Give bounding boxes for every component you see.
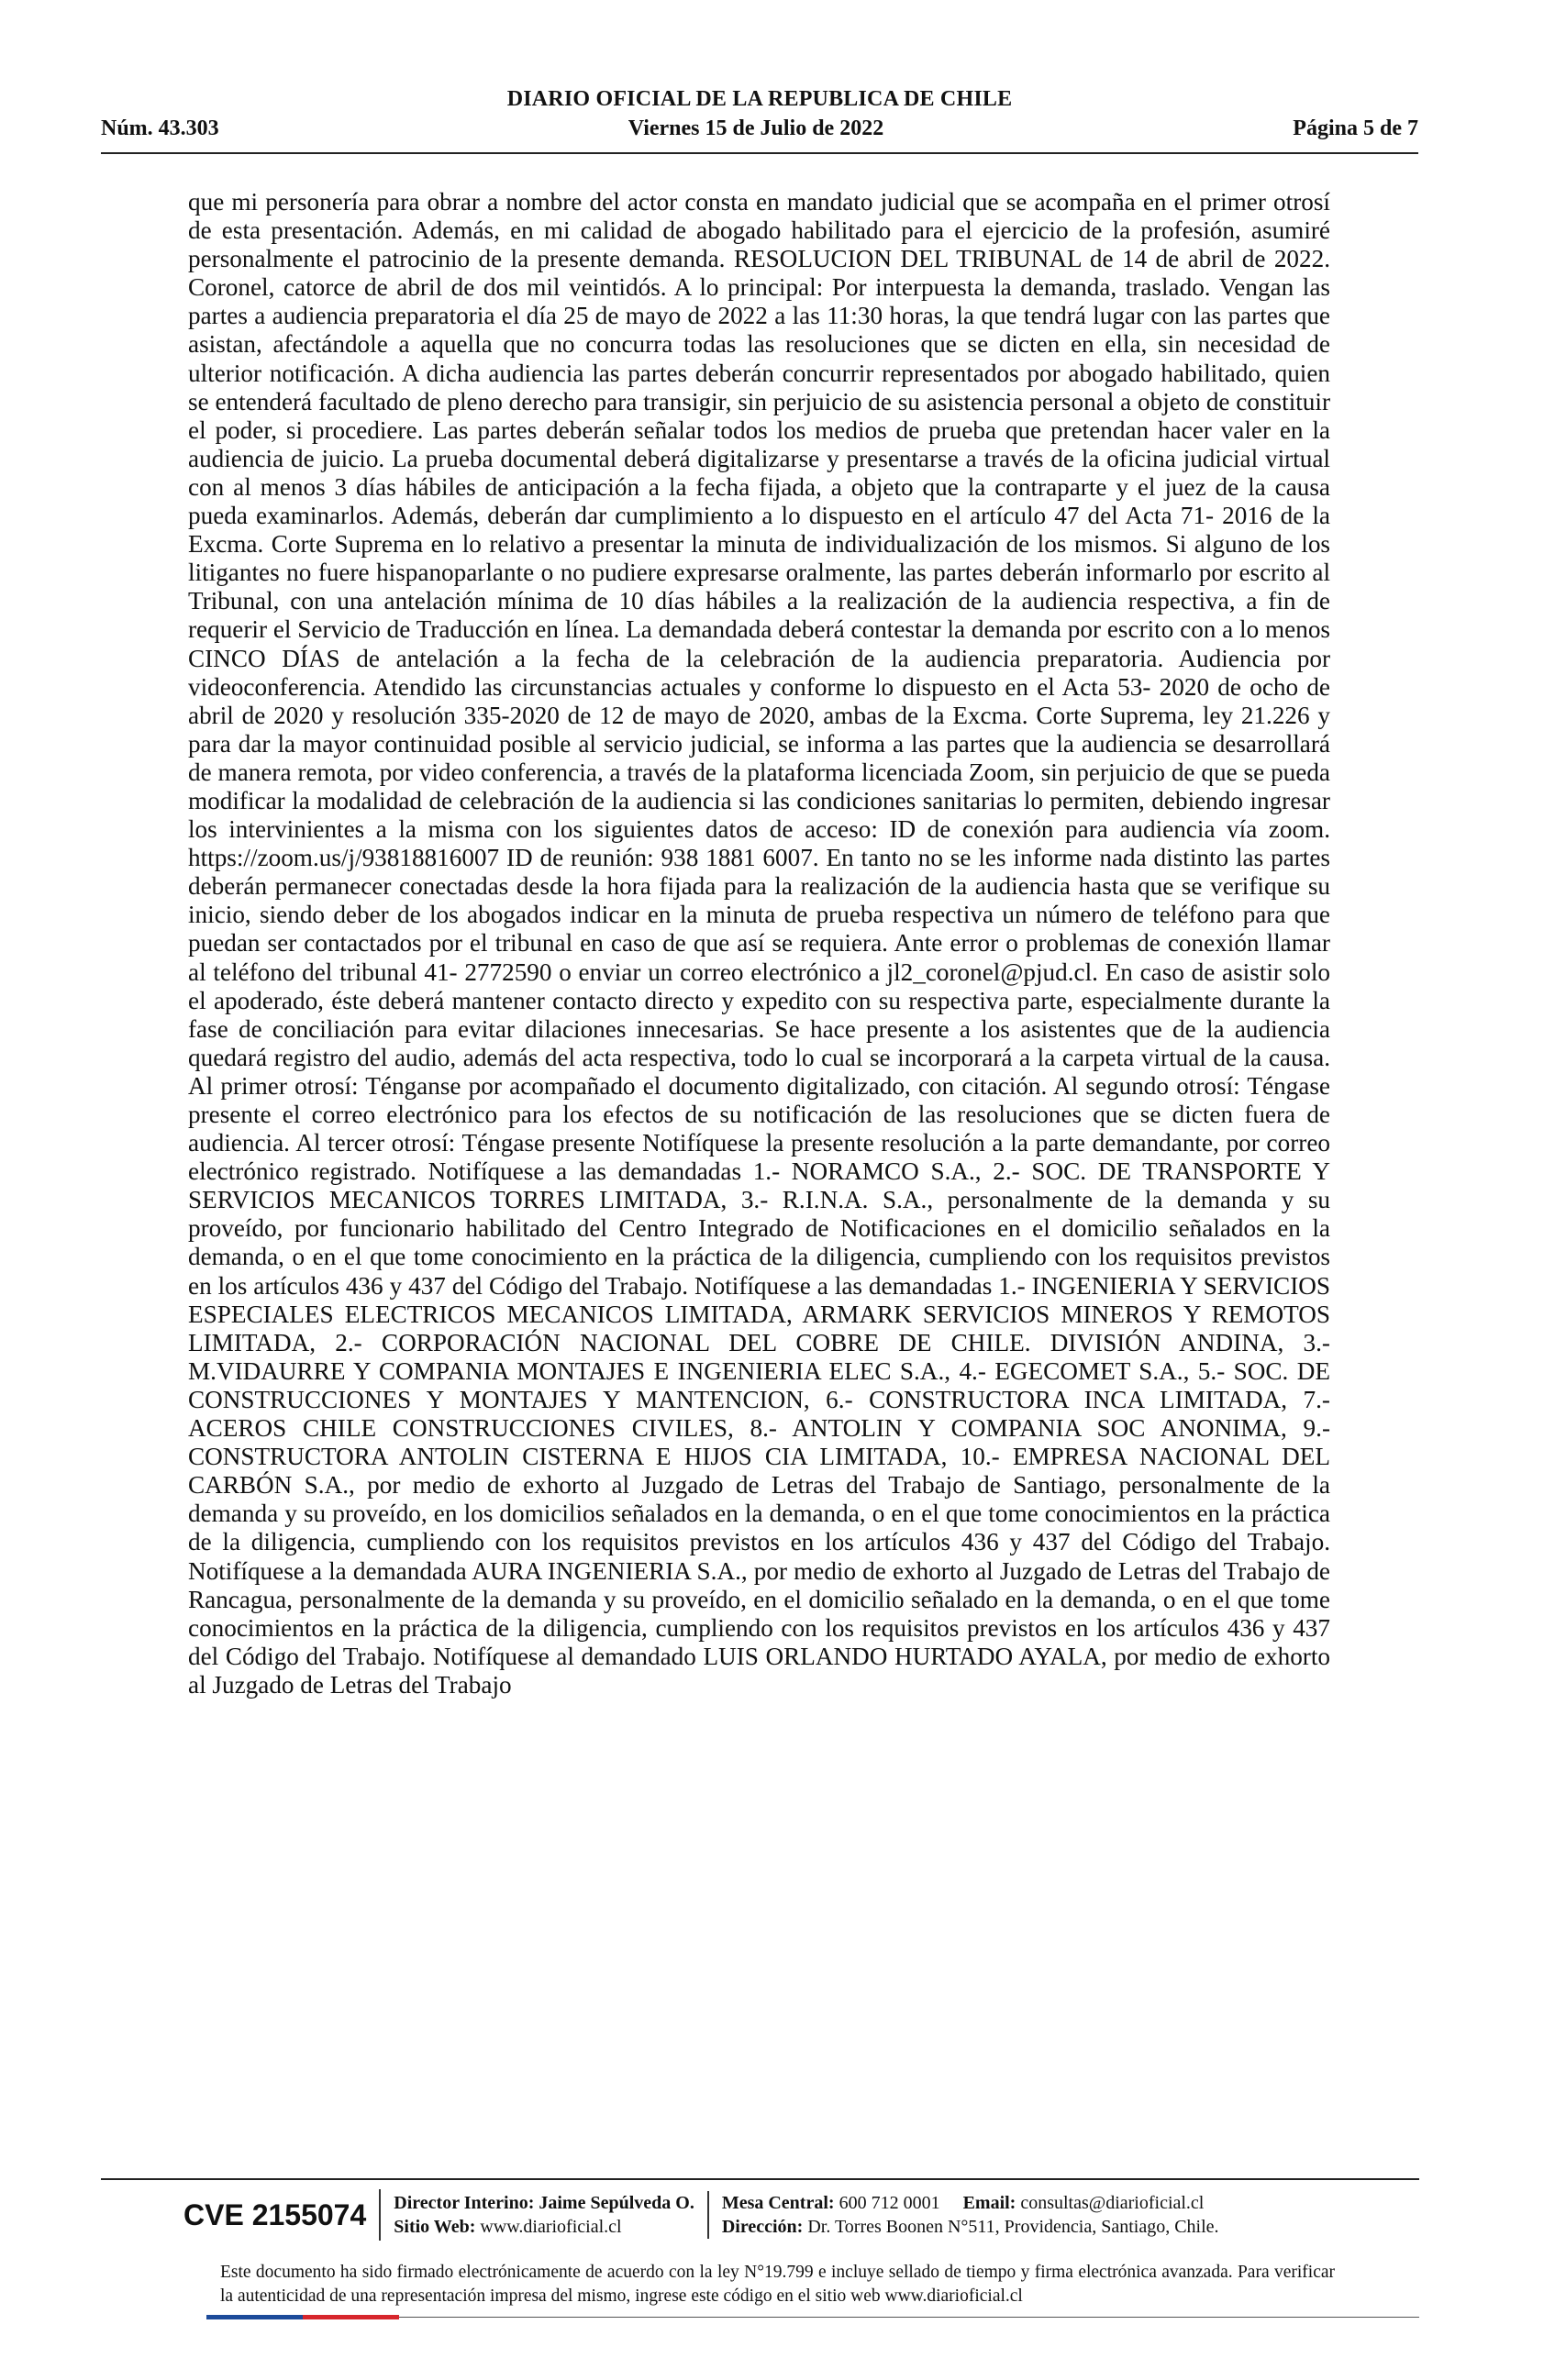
email-label: Email: (962, 2193, 1016, 2213)
email-link[interactable]: consultas@diarioficial.cl (1020, 2193, 1205, 2213)
contact-line (722, 2191, 1219, 2215)
website-label: Sitio Web: (394, 2217, 476, 2237)
footer-info (183, 2187, 1344, 2242)
header-divider (101, 152, 1418, 154)
flag-blue-segment (206, 2315, 303, 2319)
phone-label: Mesa Central: (721, 2193, 835, 2213)
page-header (101, 87, 1418, 151)
director-line (394, 2191, 694, 2215)
publication-title: DIARIO OFICIAL DE LA REPUBLICA DE CHILE (506, 87, 1013, 111)
issue-date: Viernes 15 de Julio de 2022 (628, 116, 884, 140)
footer-director-column (381, 2191, 707, 2239)
website-link[interactable]: www.diarioficial.cl (480, 2217, 622, 2237)
footer-contact-column (707, 2191, 1232, 2239)
address-label: Dirección: (721, 2217, 804, 2237)
issue-number: Núm. 43.303 (101, 116, 219, 140)
website-line (394, 2215, 694, 2239)
page-number: Página 5 de 7 (1293, 116, 1418, 140)
flag-stripe (206, 2315, 399, 2319)
legal-notice (220, 2261, 1335, 2308)
header-meta-row (101, 116, 1418, 141)
legal-notice-text: Este documento ha sido firmado electrónicamente de acuerdo con la ley N°19.799 e incluye sellado de tiempo y firma electrónica avanzada. Para verificar la autenticidad de una representación impresa del mismo, ingrese este código en el sitio web www.diarioficial.cl (220, 2263, 1335, 2306)
bottom-rule (399, 2317, 1419, 2318)
document-body (188, 188, 1330, 1699)
phone-number: 600 712 0001 (839, 2193, 940, 2213)
director-name: Jaime Sepúlveda O. (539, 2193, 694, 2213)
flag-red-segment (303, 2315, 399, 2319)
director-label: Director Interino: (394, 2193, 535, 2213)
body-paragraph: que mi personería para obrar a nombre del actor consta en mandato judicial que se acompaña en el primer otrosí de esta presentación. Además, en mi calidad de abogado habilitado para el ejercicio de la profesión, asumiré personalmente el patrocinio de la presente demanda. RESOLUCION DEL TRIBUNAL de 14 de abril de 2022. Coronel, catorce de abril de dos mil veintidós. A lo principal: Por interpuesta la demanda, traslado. Vengan las partes a audiencia preparatoria el día 25 de mayo de 2022 a las 11:30 horas, la que tendrá lugar con las partes que asistan, afectándole a aquella que no concurra todas las resoluciones que se dicten en ella, sin necesidad de ulterior notificación. A dicha audiencia las partes deberán concurrir representados por abogado habilitado, quien se entenderá facultado de pleno derecho para transigir, sin perjuicio de su asistencia personal a objeto de constituir el poder, si procediere. Las partes deberán señalar todos los medios de prueba que pretendan hacer valer en la audiencia de juicio. La prueba documental deberá digitalizarse y presentarse a través de la oficina judicial virtual con al menos 3 días hábiles de anticipación a la fecha fijada, a objeto que la contraparte y el juez de la causa pueda examinarlos. Además, deberán dar cumplimiento a lo dispuesto en el artículo 47 del Acta 71- 2016 de la Excma. Corte Suprema en lo relativo a presentar la minuta de individualización de los mismos. Si alguno de los litigantes no fuere hispanoparlante o no pudiere expresarse oralmente, las partes deberán informarlo por escrito al Tribunal, con una antelación mínima de 10 días hábiles a la realización de la audiencia respectiva, a fin de requerir el Servicio de Traducción en línea. La demandada deberá contestar la demanda por escrito con a lo menos CINCO DÍAS de antelación a la fecha de la celebración de la audiencia preparatoria. Audiencia por videoconferencia. Atendido las circunstancias actuales y conforme lo dispuesto en el Acta 53- 2020 de ocho de abril de 2020 y resolución 335-2020 de 12 de mayo de 2020, ambas de la Excma. Corte Suprema, ley 21.226 y para dar la mayor continuidad posible al servicio judicial, se informa a las partes que la audiencia se desarrollará de manera remota, por video conferencia, a través de la plataforma licenciada Zoom, sin perjuicio de que se pueda modificar la modalidad de celebración de la audiencia si las condiciones sanitarias lo permiten, debiendo ingresar los intervinientes a la misma con los siguientes datos de acceso: ID de conexión para audiencia vía zoom. https://zoom.us/j/93818816007 ID de reunión: 938 1881 6007. En tanto no se les informe nada distinto las partes deberán permanecer conectadas desde la hora fijada para la realización de la audiencia hasta que se verifique su inicio, siendo deber de los abogados indicar en la minuta de prueba respectiva un número de teléfono para que puedan ser contactados por el tribunal en caso de que así se requiera. Ante error o problemas de conexión llamar al teléfono del tribunal 41- 2772590 o enviar un correo electrónico a jl2_coronel@pjud.cl. En caso de asistir solo el apoderado, éste deberá mantener contacto directo y expedito con su respectiva parte, especialmente durante la fase de conciliación para evitar dilaciones innecesarias. Se hace presente a los asistentes que de la audiencia quedará registro del audio, además del acta respectiva, todo lo cual se incorporará a la carpeta virtual de la causa. Al primer otrosí: Ténganse por acompañado el documento digitalizado, con citación. Al segundo otrosí: Téngase presente el correo electrónico para los efectos de su notificación de las resoluciones que se dicten fuera de audiencia. Al tercer otrosí: Téngase presente Notifíquese la presente resolución a la parte demandante, por correo electrónico registrado. Notifíquese a las demandadas 1.- NORAMCO S.A., 2.- SOC. DE TRANSPORTE Y SERVICIOS MECANICOS TORRES LIMITADA, 3.- R.I.N.A. S.A., personalmente de la demanda y su proveído, por funcionario habilitado del Centro Integrado de Notificaciones en el domicilio señalados en la demanda, o en el que tome conocimiento en la práctica de la diligencia, cumpliendo con los requisitos previstos en los artículos 436 y 437 del Código del Trabajo. Notifíquese a las demandadas 1.- INGENIERIA Y SERVICIOS ESPECIALES ELECTRICOS MECANICOS LIMITADA, ARMARK SERVICIOS MINEROS Y REMOTOS LIMITADA, 2.- CORPORACIÓN NACIONAL DEL COBRE DE CHILE. DIVISIÓN ANDINA, 3.- M.VIDAURRE Y COMPANIA MONTAJES E INGENIERIA ELEC S.A., 4.- EGECOMET S.A., 5.- SOC. DE CONSTRUCCIONES Y MONTAJES Y MANTENCION, 6.- CONSTRUCTORA INCA LIMITADA, 7.- ACEROS CHILE CONSTRUCCIONES CIVILES, 8.- ANTOLIN Y COMPANIA SOC ANONIMA, 9.- CONSTRUCTORA ANTOLIN CISTERNA E HIJOS CIA LIMITADA, 10.- EMPRESA NACIONAL DEL CARBÓN S.A., por medio de exhorto al Juzgado de Letras del Trabajo de Santiago, personalmente de la demanda y su proveído, en los domicilios señalados en la demanda, o en el que tome conocimientos en la práctica de la diligencia, cumpliendo con los requisitos previstos en los artículos 436 y 437 del Código del Trabajo. Notifíquese a la demandada AURA INGENIERIA S.A., por medio de exhorto al Juzgado de Letras del Trabajo de Rancagua, personalmente de la demanda y su proveído, en el domicilio señalado en la demanda, o en el que tome conocimientos en la práctica de la diligencia, cumpliendo con los requisitos previstos en los artículos 436 y 437 del Código del Trabajo. Notifíquese al demandado LUIS ORLANDO HURTADO AYALA, por medio de exhorto al Juzgado de Letras del Trabajo (188, 188, 1330, 1699)
cve-code: CVE 2155074 (183, 2189, 381, 2241)
address-text: Dr. Torres Boonen N°511, Providencia, Santiago, Chile. (807, 2217, 1219, 2237)
address-line (722, 2215, 1219, 2239)
footer-divider (101, 2178, 1419, 2180)
